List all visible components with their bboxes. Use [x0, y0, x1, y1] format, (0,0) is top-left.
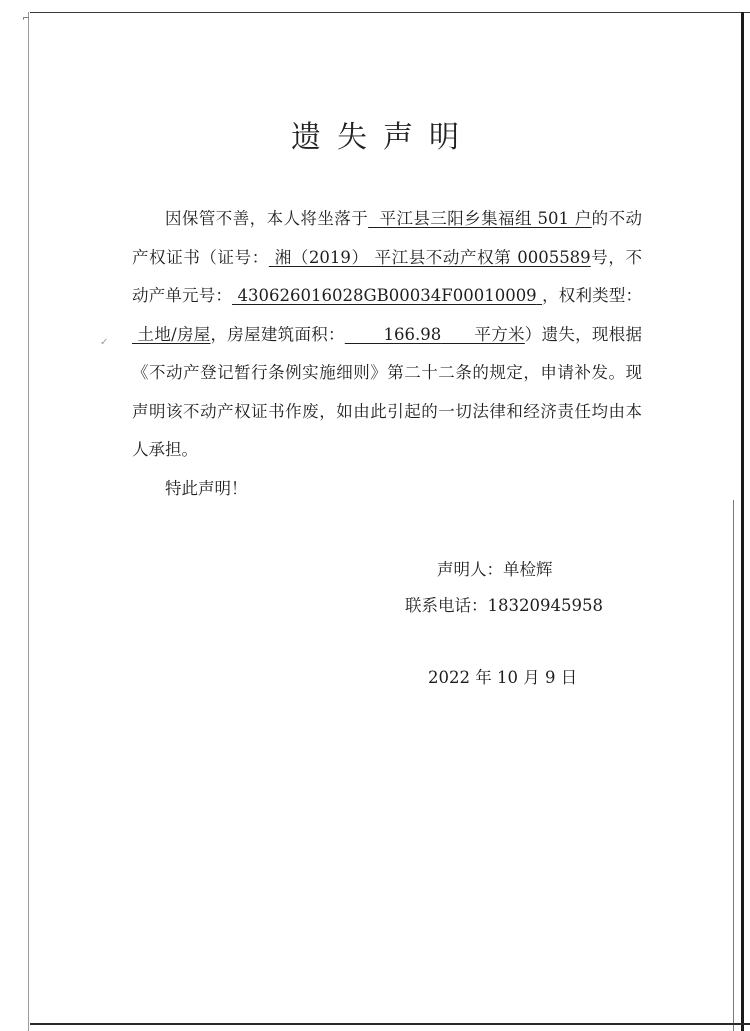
statement-paragraph	[132, 200, 642, 470]
scan-edge-right-inner	[733, 500, 734, 1031]
property-location: 平江县三阳乡集福组 501 户	[379, 209, 592, 228]
statement-text: 号，不动产单元号：	[132, 247, 643, 305]
statement-date: 2022 年 10 月 9 日	[428, 668, 578, 687]
scan-edge-left	[28, 12, 29, 1031]
right-type: 土地/房屋	[137, 324, 211, 344]
declarant-label: 声明人：	[437, 560, 503, 579]
pencil-tick-icon: ✓	[100, 337, 109, 348]
floor-area: 166.98 平方米	[383, 324, 525, 344]
declarant-line	[405, 552, 603, 588]
statement-text: 的不动产权证书（证号：	[132, 209, 643, 267]
scan-edge-right	[741, 12, 744, 1031]
certificate-number: 湘（2019） 平江县不动产权第 0005589	[274, 247, 591, 267]
unit-number: 430626016028GB00034F00010009	[237, 286, 537, 305]
document-title: 遗失声明	[291, 120, 475, 155]
statement-text: ）遗失，现根据《不动产登记暂行条例实施细则》第二十二条的规定，申请补发。现声明该不动产权证书作废，如由此引起的一切法律和经济责任均由本人承担。	[132, 324, 643, 459]
phone-line	[405, 588, 603, 624]
scan-mark-icon: ⌐	[22, 14, 30, 24]
statement-body	[132, 200, 642, 508]
statement-text: 因保管不善，本人将坐落于	[165, 209, 369, 228]
phone-label: 联系电话：	[405, 596, 488, 615]
declarant-name: 单检辉	[503, 560, 553, 579]
statement-text: ，权利类型：	[542, 286, 642, 305]
statement-text: ，房屋建筑面积：	[210, 324, 345, 344]
phone-number: 18320945958	[487, 596, 603, 615]
scan-edge-bottom	[30, 1023, 750, 1025]
scan-edge-top	[30, 12, 750, 13]
closing-line: 特此声明！	[165, 478, 248, 498]
signature-block	[405, 552, 603, 624]
